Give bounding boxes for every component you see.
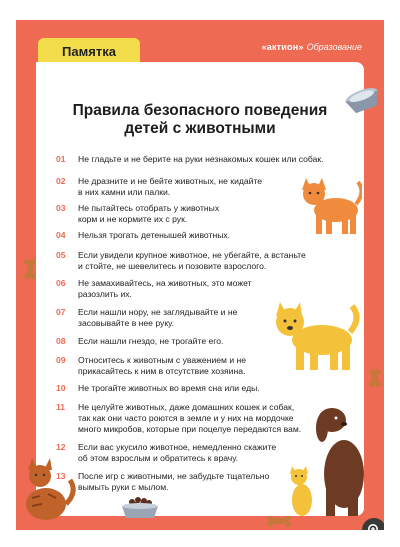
small-yellow-cat-illustration [288, 464, 316, 516]
content-card [36, 62, 364, 516]
rule-number: 12 [56, 442, 66, 452]
rule-number: 04 [56, 230, 66, 240]
rule-text: После игр с животными, не забудьте тщательно вымыть руки с мылом. [78, 471, 270, 492]
food-bowl-illustration [120, 494, 160, 520]
rule-number: 08 [56, 336, 66, 346]
brand-name: «актион» [261, 42, 304, 52]
memo-tag: Памятка [38, 38, 140, 64]
rule-number: 11 [56, 402, 66, 412]
rule-number: 03 [56, 203, 66, 213]
poster-frame [16, 20, 384, 530]
pet-bowl-illustration [342, 82, 384, 118]
rule-text: Относитесь к животным с уважением и не прикасайтесь к ним в отсутствие хозяина. [78, 355, 247, 376]
bone-icon [368, 368, 382, 388]
rule-number: 07 [56, 307, 66, 317]
rule-number: 13 [56, 471, 66, 481]
zoom-icon[interactable] [362, 518, 384, 530]
rule-text: Если увидели крупное животное, не убегайте, а встаньте и стойте, не шевелитесь и позовите взрослого. [78, 250, 306, 271]
rule-number: 09 [56, 355, 66, 365]
yellow-dog-illustration [266, 298, 362, 374]
magnifier-icon [367, 523, 381, 530]
page-title: Правила безопасного поведения детей с животными [72, 102, 328, 137]
brand-suffix: Образование [306, 42, 362, 52]
rule-number: 06 [56, 278, 66, 288]
bone-icon [266, 515, 292, 527]
rule-text: Не замахивайтесь, на животных, это может разозлить их. [78, 278, 252, 299]
rule-number: 01 [56, 154, 66, 164]
rule-text: Если нашли гнездо, не трогайте его. [78, 336, 224, 346]
orange-cat-illustration [298, 172, 362, 238]
brand-logo [262, 38, 362, 56]
rule-text: Не дразните и не бейте животных, не кидайте в них камни или палки. [78, 176, 263, 197]
striped-cat-illustration [18, 452, 78, 524]
rule-text: Не целуйте животных, даже домашних кошек и собак, так как они часто роются в земле и у них на мордочке много микробов, которые при поцелуе передаются вам. [78, 402, 302, 434]
rule-text: Нельзя трогать детенышей животных. [78, 230, 231, 240]
rule-text: Не пытайтесь отобрать у животных корм и не кормите их с рук. [78, 203, 220, 224]
rule-number: 10 [56, 383, 66, 393]
rule-text: Не трогайте животных во время сна или еды. [78, 383, 260, 393]
rule-text: Если нашли нору, не заглядывайте и не засовывайте в нее руку. [78, 307, 238, 328]
rule-text: Если вас укусило животное, немедленно скажите об этом взрослым и обратитесь к врачу. [78, 442, 277, 463]
rule-text: Не гладьте и не берите на руки незнакомых кошек или собак. [78, 154, 324, 164]
rule-number: 02 [56, 176, 66, 186]
rule-number: 05 [56, 250, 66, 260]
